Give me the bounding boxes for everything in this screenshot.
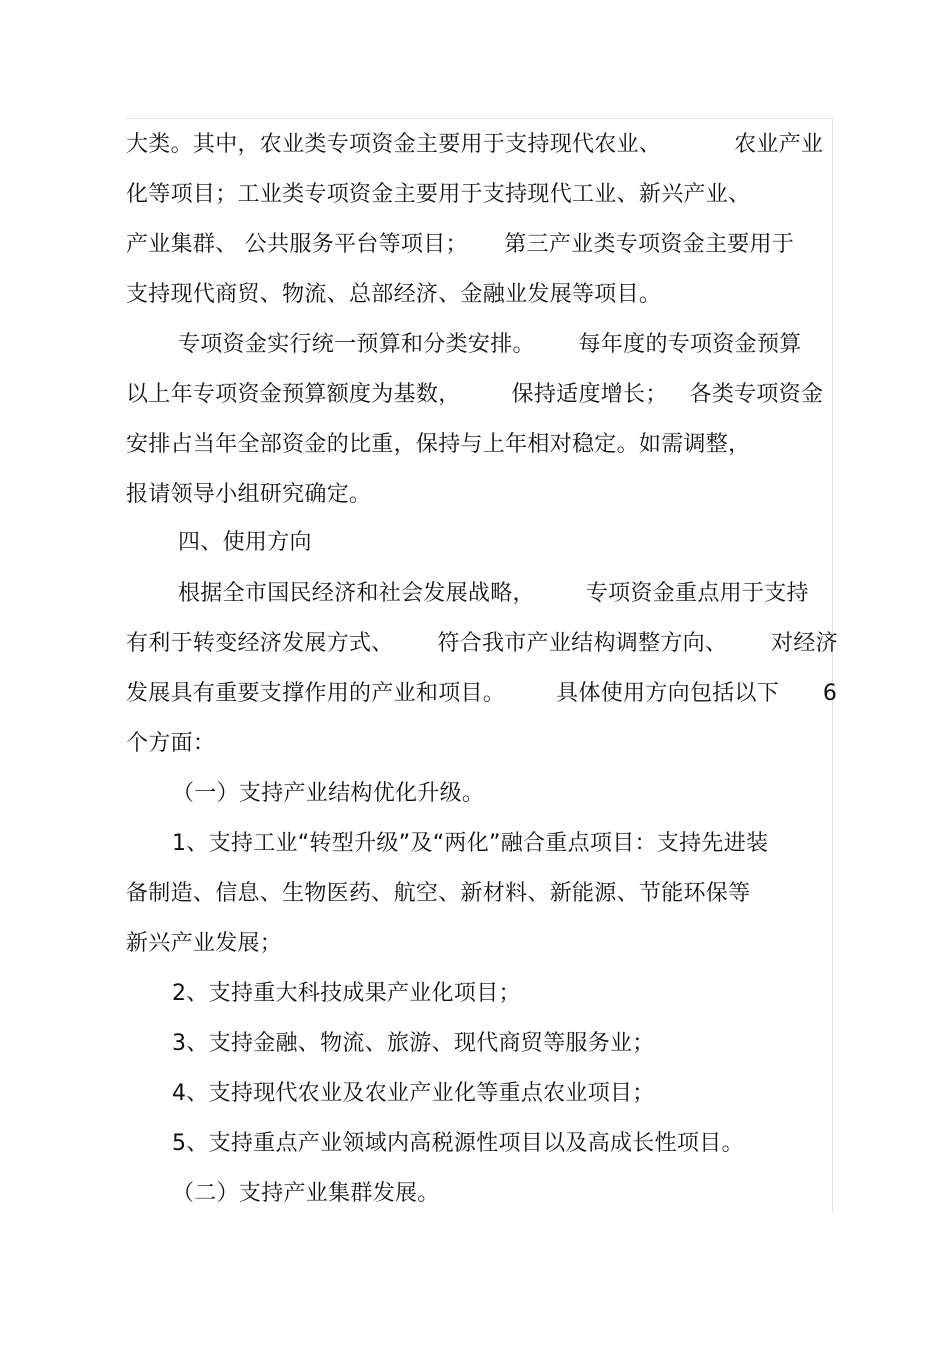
list-item-5: 5、支持重点产业领域内高税源性项目以及高成长性项目。 [172, 1131, 744, 1156]
list-item-1-first-line: 1、支持工业“转型升级”及“两化”融合重点项目：支持先进装 [172, 831, 769, 856]
text-line-17: 新兴产业发展； [126, 931, 283, 956]
subheading-structure-upgrade: （一）支持产业结构优化升级。 [172, 781, 485, 806]
text-line-12: 发展具有重要支撑作用的产业和项目。 具体使用方向包括以下 6 [126, 681, 838, 706]
section-heading-usage: 四、使用方向 [178, 530, 312, 555]
paragraph-budget-first-line: 专项资金实行统一预算和分类安排。 每年度的专项资金预算 [178, 332, 802, 357]
text-line-3: 产业集群、 公共服务平台等项目； 第三产业类专项资金主要用于 [126, 232, 795, 257]
text-line-16: 备制造、信息、生物医药、航空、新材料、新能源、节能环保等 [126, 881, 751, 906]
list-item-2: 2、支持重大科技成果产业化项目； [172, 981, 521, 1006]
page-border-right [832, 118, 833, 1213]
text-line-2: 化等项目；工业类专项资金主要用于支持现代工业、新兴产业、 [126, 182, 751, 207]
list-item-4: 4、支持现代农业及农业产业化等重点农业项目； [172, 1081, 655, 1106]
list-item-3: 3、支持金融、物流、旅游、现代商贸等服务业； [172, 1031, 655, 1056]
paragraph-usage-first-line: 根据全市国民经济和社会发展战略， 专项资金重点用于支持 [178, 581, 809, 606]
subheading-cluster-development: （二）支持产业集群发展。 [172, 1181, 440, 1206]
page-border-top [126, 118, 833, 119]
text-line-8: 报请领导小组研究确定。 [126, 482, 372, 507]
text-line-7: 安排占当年全部资金的比重，保持与上年相对稳定。如需调整， [126, 432, 751, 457]
text-line-11: 有利于转变经济发展方式、 符合我市产业结构调整方向、 对经济 [126, 631, 838, 656]
text-line-4: 支持现代商贸、物流、总部经济、金融业发展等项目。 [126, 282, 662, 307]
text-line-6: 以上年专项资金预算额度为基数， 保持适度增长； 各类专项资金 [126, 382, 824, 407]
text-line-1: 大类。其中，农业类专项资金主要用于支持现代农业、 农业产业 [126, 132, 824, 157]
text-line-13: 个方面： [126, 731, 216, 756]
